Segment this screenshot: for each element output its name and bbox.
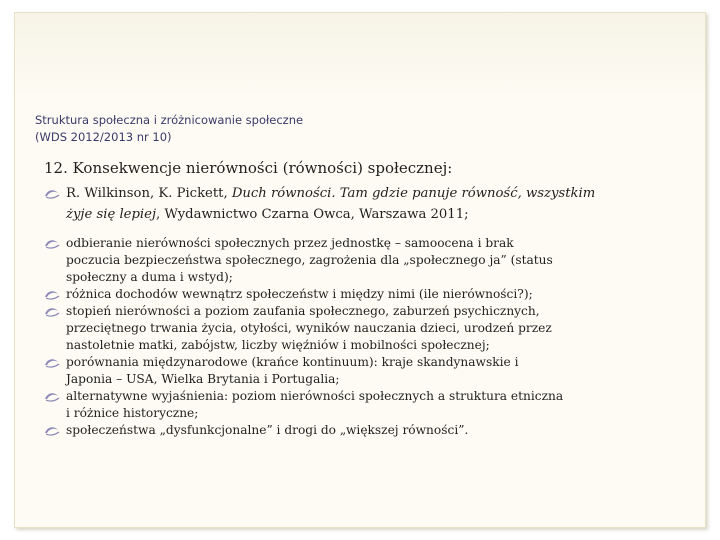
- slide-header-band: [15, 13, 705, 98]
- list-item-line: stopień nierówności a poziom zaufania społecznego, zaburzeń psychicznych,: [66, 304, 540, 318]
- list-item-line: poczucia bezpieczeństwa społecznego, zagrożenia dla „społecznego ja” (status: [66, 253, 553, 267]
- list-item: [44, 388, 684, 422]
- reference-authors: R. Wilkinson, K. Pickett,: [66, 186, 232, 201]
- list-item-line: nastoletnie matki, zabójstw, liczby więźniów i mobilności społecznej;: [66, 338, 490, 352]
- list-item-line: społeczny a duma i wstyd);: [66, 270, 233, 284]
- leaf-swirl-icon: [44, 235, 60, 252]
- reference-line-1: [66, 183, 684, 204]
- list-item: [44, 303, 684, 354]
- leaf-swirl-icon: [44, 286, 60, 303]
- list-item-line: porównania międzynarodowe (krańce kontinuum): kraje skandynawskie i: [66, 355, 519, 369]
- bullet-list: [44, 183, 684, 229]
- list-item-line: Japonia – USA, Wielka Brytania i Portugalia;: [66, 372, 340, 386]
- reference-publisher: , Wydawnictwo Czarna Owca, Warszawa 2011;: [156, 207, 469, 222]
- list-item-line: alternatywne wyjaśnienia: poziom nierówności społecznych a struktura etniczna: [66, 389, 564, 403]
- list-item-line: odbieranie nierówności społecznych przez jednostkę – samoocena i brak: [66, 236, 514, 250]
- list-item: [44, 422, 684, 439]
- slide-subtitle: [35, 112, 675, 146]
- subtitle-course: Struktura społeczna i zróżnicowanie społeczne: [35, 113, 304, 127]
- leaf-swirl-icon: [44, 183, 60, 204]
- reference-line-2: [66, 204, 684, 225]
- list-item-line: i różnice historyczne;: [66, 406, 199, 420]
- list-item-line: różnica dochodów wewnątrz społeczeństw i między nimi (ile nierówności?);: [66, 287, 533, 301]
- detail-bullet-list: [44, 235, 684, 439]
- list-item: [44, 235, 684, 286]
- reference-title-part2: żyje się lepiej: [66, 207, 157, 222]
- list-item: [44, 286, 684, 303]
- leaf-swirl-icon: [44, 354, 60, 371]
- list-item: [44, 183, 684, 229]
- list-item: [44, 354, 684, 388]
- leaf-swirl-icon: [44, 388, 60, 405]
- leaf-swirl-icon: [44, 303, 60, 320]
- list-item-line: społeczeństwa „dysfunkcjonalne” i drogi do „większej równości”.: [66, 423, 469, 437]
- leaf-swirl-icon: [44, 422, 60, 439]
- subtitle-semester: (WDS 2012/2013 nr 10): [35, 130, 172, 144]
- list-item-line: przeciętnego trwania życia, otyłości, wyników nauczania dzieci, urodzeń przez: [66, 321, 552, 335]
- slide-heading: 12. Konsekwencje nierówności (równości) społecznej:: [44, 159, 453, 177]
- reference-title-part1: Duch równości. Tam gdzie panuje równość, wszystkim: [231, 186, 596, 201]
